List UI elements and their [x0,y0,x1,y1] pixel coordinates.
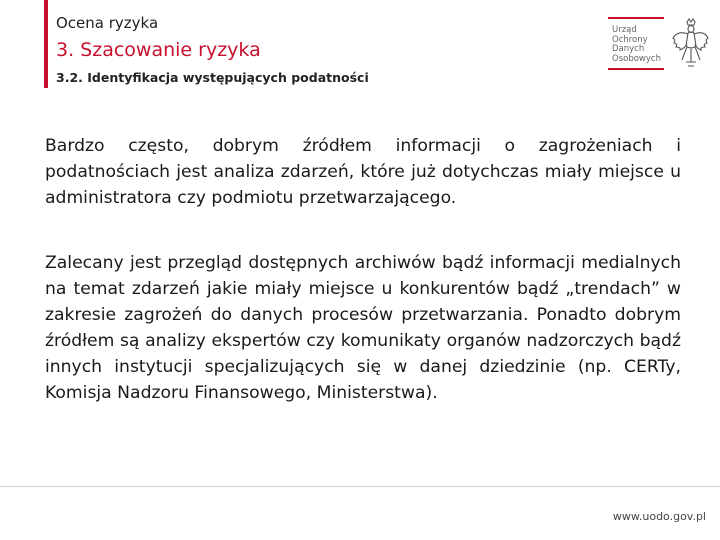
page-subtitle: 3.2. Identyfikacja występujących podatności [56,70,369,85]
eagle-emblem-icon [670,16,710,72]
paragraph-archive-review: Zalecany jest przegląd dostępnych archiwów bądź informacji medialnych na temat zdarzeń jakie miały miejsce u konkurentów bądź „trendach” w zakresie zagrożeń do danych procesów przetwarzania. Ponadto dobrym źródłem są analizy ekspertów czy komunikaty organów nadzorczych bądź innych instytucji specjalizujących się w danej dziedzinie (np. CERTy, Komisja Nadzoru Finansowego, Ministerstwa). [45,253,681,403]
logo-text-line: Osobowych [612,53,661,64]
page-title: 3. Szacowanie ryzyka [56,39,261,61]
footer-divider [0,486,720,487]
paragraph-vulnerability-sources: Bardzo często, dobrym źródłem informacji o zagrożeniach i podatnościach jest analiza zdarzeń, które już dotychczas miały miejsce u administratora czy podmiotu przetwarzającego. [45,136,681,208]
uodo-logo [606,14,710,76]
logo-text [612,26,661,64]
logo-text-line: Urząd [612,25,637,35]
footer-website-link[interactable]: www.uodo.gov.pl [612,510,706,523]
logo-text-line: Ochrony [612,34,648,45]
header-accent-bar [44,0,48,88]
section-label: Ocena ryzyka [56,14,159,32]
logo-text-line: Danych [612,44,645,54]
logo-top-line [608,17,664,19]
logo-bottom-line [608,68,664,70]
